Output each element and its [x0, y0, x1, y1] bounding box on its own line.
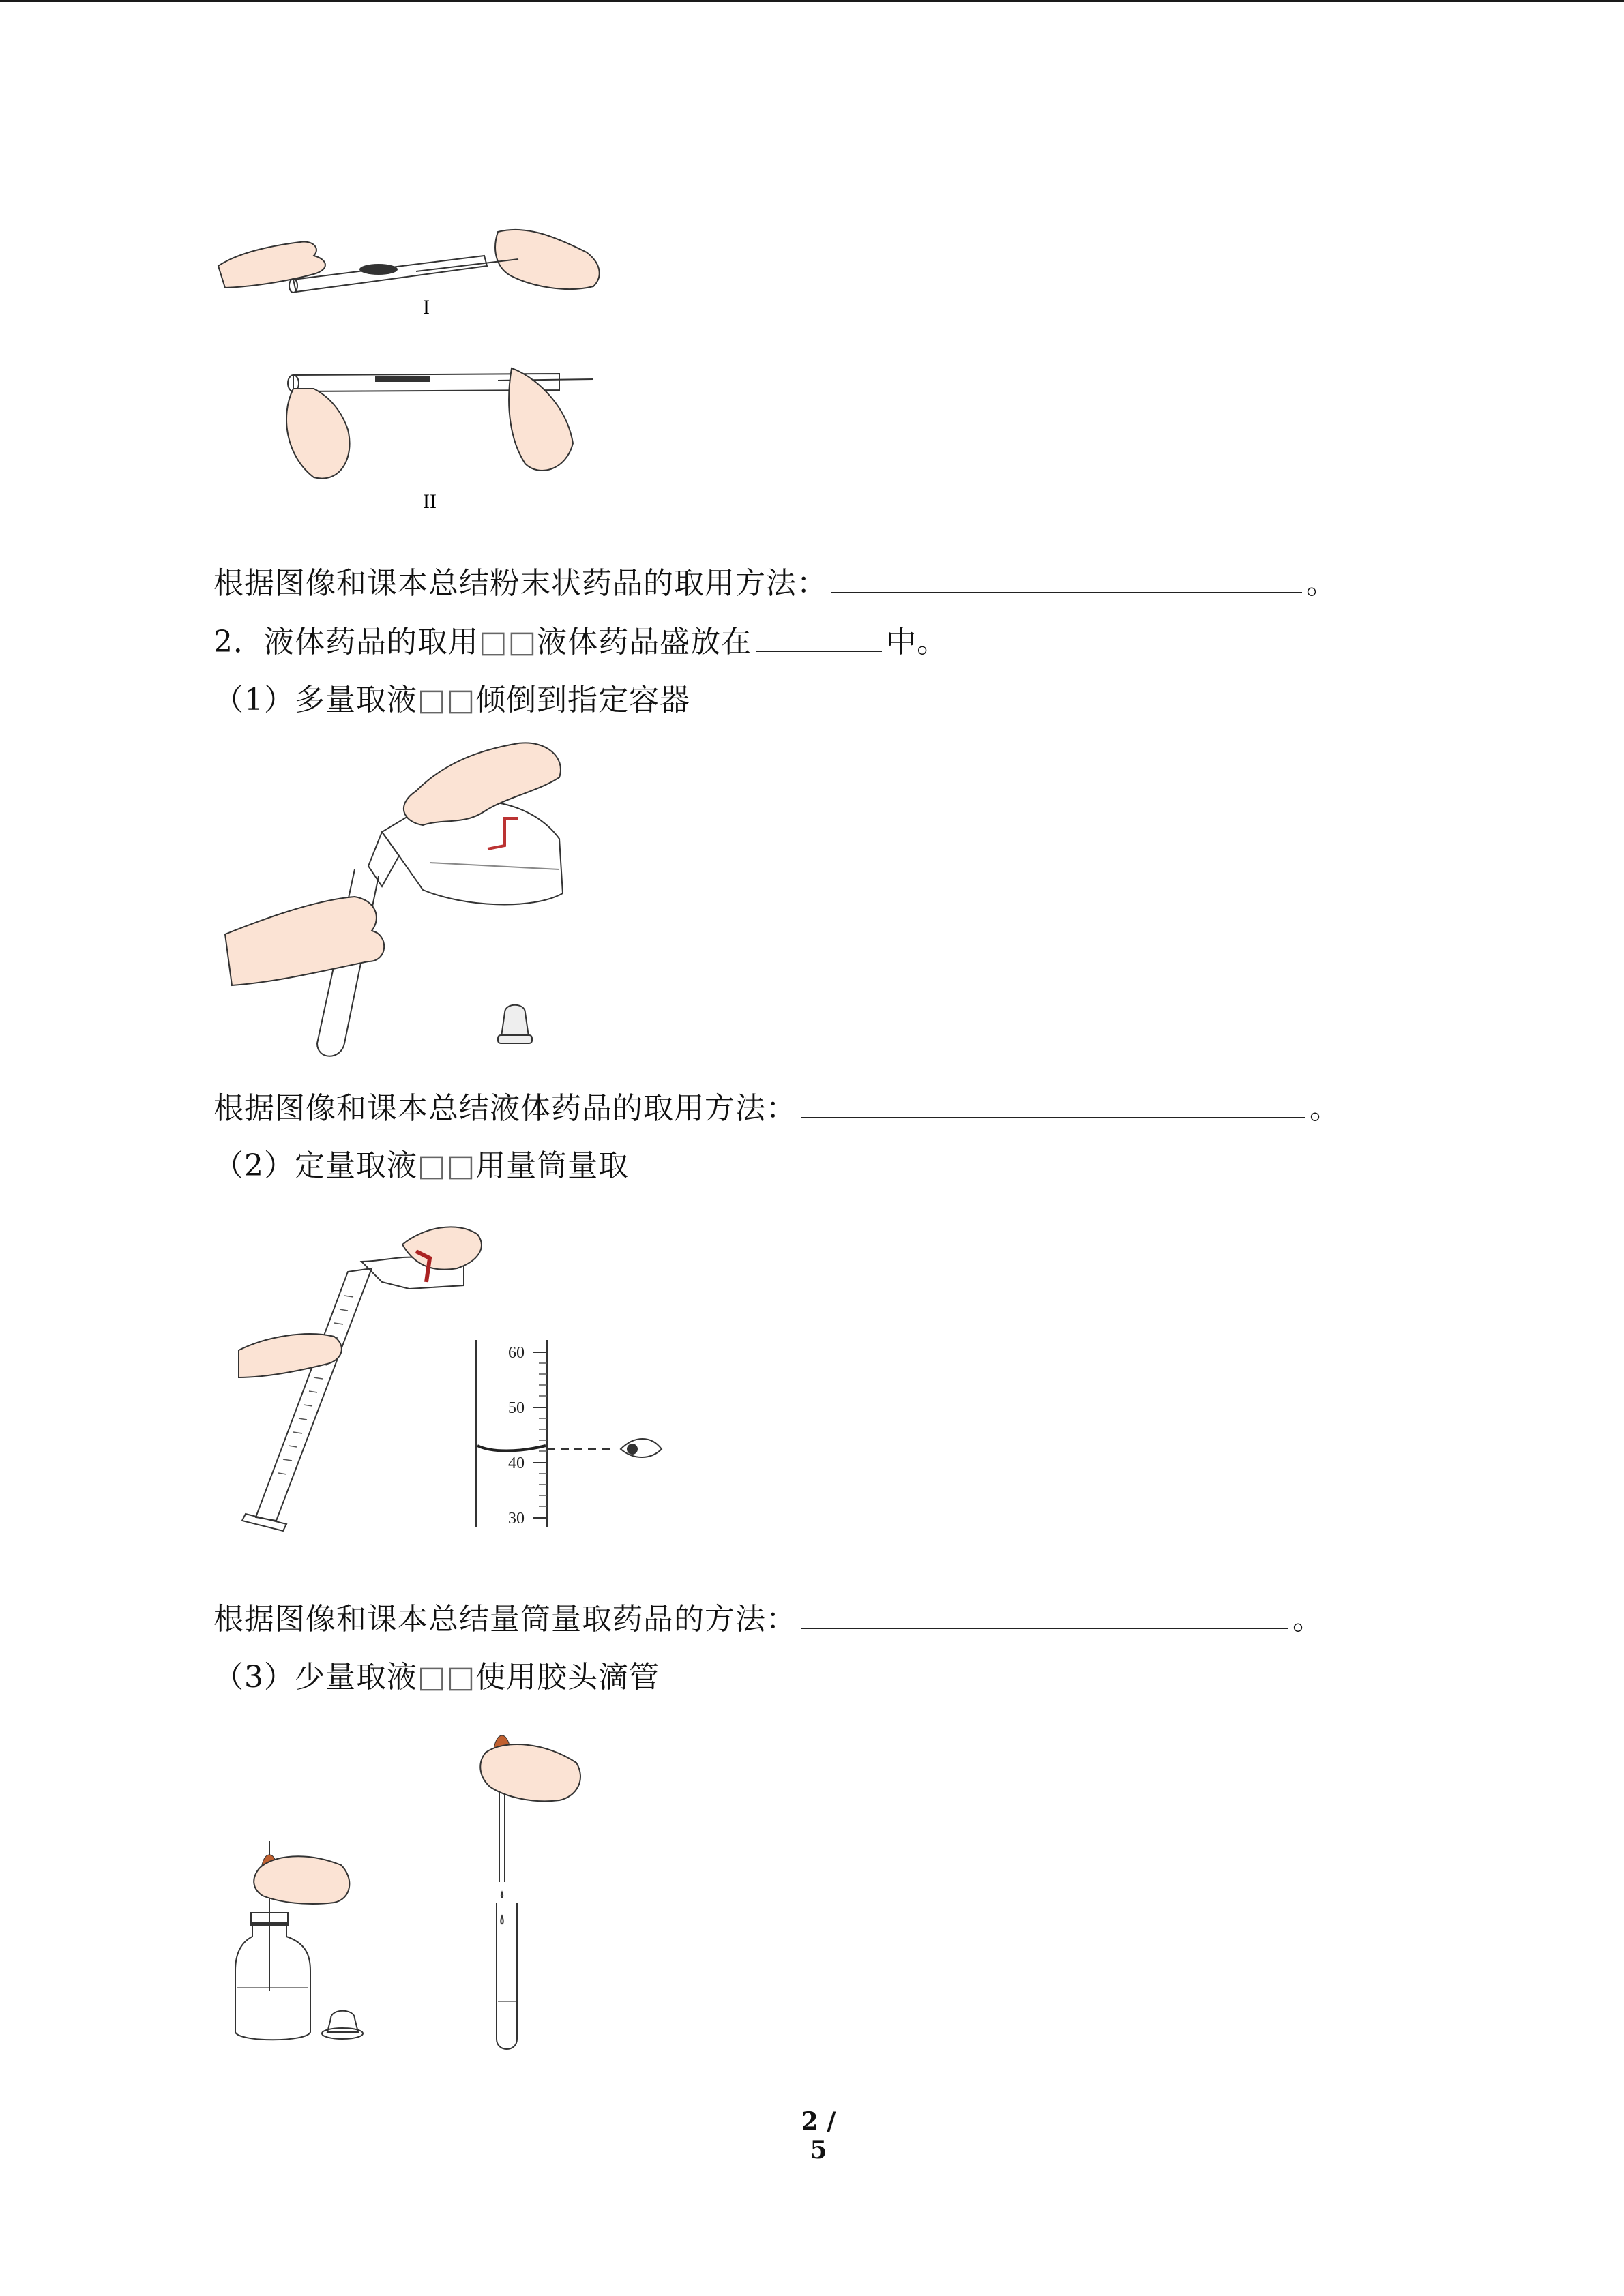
- liquid-heading-end: 中。: [886, 625, 948, 659]
- scale-tick-60: 60: [508, 1344, 525, 1362]
- period: 。: [1310, 1091, 1340, 1126]
- sub2-title: （2）定量取液: [213, 1148, 417, 1183]
- period: 。: [1293, 1602, 1323, 1637]
- period: 。: [1306, 566, 1337, 601]
- cylinder-method-line: [213, 1598, 1323, 1640]
- figure-label-i: I: [423, 296, 430, 318]
- eye-icon: [621, 1439, 662, 1457]
- sub3-line: [213, 1657, 660, 1698]
- powder-method-line: [213, 562, 1337, 604]
- scale-tick-50: 50: [508, 1399, 525, 1417]
- figure-label-ii: II: [423, 490, 437, 513]
- sub3-title: （3）少量取液: [213, 1660, 417, 1695]
- sub1-desc: 倾倒到指定容器: [475, 683, 691, 717]
- placeholder-boxes: □□: [479, 625, 537, 659]
- cylinder-method-prompt: 根据图像和课本总结量筒量取药品的方法：: [213, 1602, 797, 1637]
- scale-tick-40: 40: [508, 1455, 525, 1472]
- powder-figure: [211, 211, 634, 525]
- cylinder-method-blank[interactable]: [801, 1598, 1288, 1629]
- liquid-container-blank[interactable]: [756, 621, 882, 652]
- scale-tick-30: 30: [508, 1510, 525, 1527]
- cylinder-figure: [218, 1221, 682, 1534]
- powder-method-blank[interactable]: [831, 562, 1302, 593]
- page-number: 2 / 5: [801, 2107, 836, 2164]
- liquid-method-prompt: 根据图像和课本总结液体药品的取用方法：: [213, 1091, 797, 1126]
- top-border: [0, 0, 1624, 2]
- liquid-heading-line: [213, 621, 947, 663]
- placeholder-boxes: □□: [417, 1148, 476, 1183]
- placeholder-boxes: □□: [417, 683, 476, 717]
- liquid-heading-title: 2．液体药品的取用: [213, 625, 479, 659]
- sub1-line: [213, 680, 690, 721]
- sub3-desc: 使用胶头滴管: [475, 1660, 660, 1695]
- liquid-method-blank[interactable]: [801, 1087, 1305, 1118]
- sub2-desc: 用量筒量取: [475, 1148, 630, 1183]
- sub2-line: [213, 1146, 629, 1187]
- dropper-figure: [232, 1732, 600, 2059]
- liquid-method-line: [213, 1087, 1340, 1129]
- sub1-title: （1）多量取液: [213, 683, 417, 717]
- liquid-heading-text: 液体药品盛放在: [537, 625, 752, 659]
- placeholder-boxes: □□: [417, 1660, 476, 1695]
- powder-method-prompt: 根据图像和课本总结粉末状药品的取用方法：: [213, 566, 827, 601]
- pouring-figure: [218, 736, 587, 1064]
